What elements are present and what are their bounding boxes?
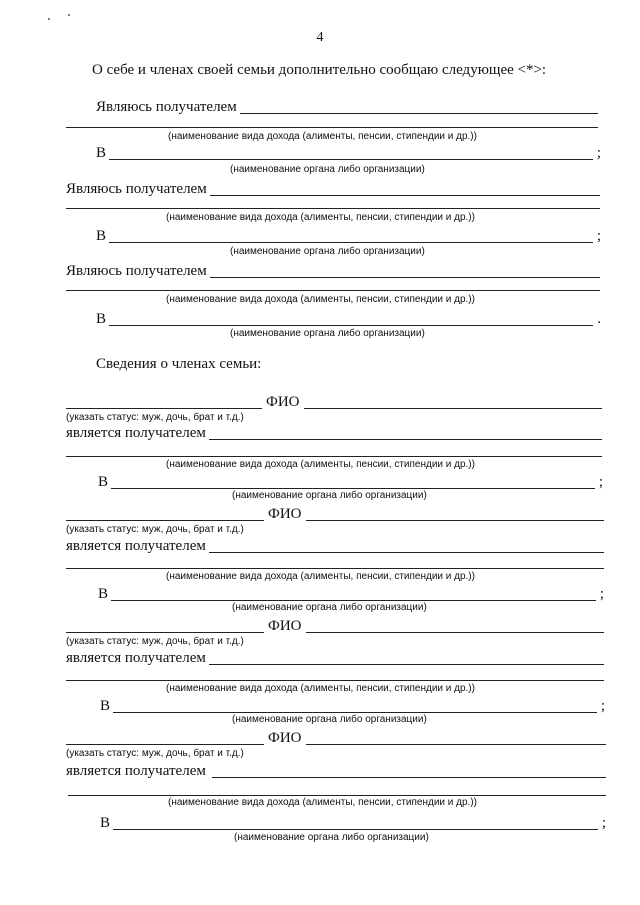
income-input-line[interactable] [68, 795, 606, 796]
family-fio-row [66, 505, 604, 523]
family-fio-row [66, 617, 604, 635]
page-number: 4 [316, 30, 324, 45]
self-recipient-row [96, 98, 598, 116]
fio-input-line[interactable] [306, 729, 606, 745]
income-input-line[interactable] [66, 208, 600, 209]
income-input-line[interactable] [66, 290, 600, 291]
family-organization-row [100, 697, 605, 715]
income-input-line[interactable] [66, 127, 598, 128]
organization-caption: (наименование органа либо организации) [230, 328, 425, 339]
recipient-input-line[interactable] [210, 262, 600, 278]
recipient-label: является получателем [66, 538, 206, 554]
in-label: В [98, 474, 109, 490]
fio-input-line[interactable] [304, 393, 602, 409]
organization-caption: (наименование органа либо организации) [232, 490, 427, 501]
family-recipient-row [66, 424, 602, 442]
line-terminator: ; [599, 586, 604, 602]
recipient-label: является получателем [66, 763, 206, 779]
income-caption: (наименование вида дохода (алименты, пенсии, стипендии и др.)) [168, 797, 477, 808]
income-input-line[interactable] [66, 568, 604, 569]
fio-label: ФИО [268, 506, 302, 522]
family-recipient-row [66, 649, 604, 667]
fio-label: ФИО [266, 394, 300, 410]
family-fio-row [66, 393, 602, 411]
in-label: В [96, 228, 107, 244]
organization-input-line[interactable] [109, 310, 593, 326]
in-label: В [100, 815, 111, 831]
recipient-input-line[interactable] [212, 762, 606, 778]
income-caption: (наименование вида дохода (алименты, пенсии, стипендии и др.)) [166, 212, 475, 223]
self-organization-row [96, 227, 601, 245]
organization-input-line[interactable] [111, 585, 596, 601]
recipient-label: Являюсь получателем [96, 99, 237, 115]
family-fio-row [66, 729, 606, 747]
income-caption: (наименование вида дохода (алименты, пенсии, стипендии и др.)) [166, 459, 475, 470]
status-caption: (указать статус: муж, дочь, брат и т.д.) [66, 748, 244, 759]
fio-label: ФИО [268, 618, 302, 634]
fio-input-line[interactable] [306, 617, 604, 633]
in-label: В [96, 311, 107, 327]
in-label: В [100, 698, 111, 714]
status-input-line[interactable] [66, 729, 264, 745]
income-caption: (наименование вида дохода (алименты, пенсии, стипендии и др.)) [166, 571, 475, 582]
recipient-input-line[interactable] [240, 98, 598, 114]
family-organization-row [100, 814, 606, 832]
income-input-line[interactable] [66, 680, 604, 681]
income-caption: (наименование вида дохода (алименты, пенсии, стипендии и др.)) [166, 294, 475, 305]
recipient-input-line[interactable] [209, 649, 604, 665]
organization-caption: (наименование органа либо организации) [230, 164, 425, 175]
status-input-line[interactable] [66, 393, 262, 409]
recipient-label: является получателем [66, 425, 206, 441]
scan-speck [48, 18, 50, 20]
recipient-label: Являюсь получателем [66, 263, 207, 279]
organization-caption: (наименование органа либо организации) [234, 832, 429, 843]
organization-input-line[interactable] [109, 227, 593, 243]
self-recipient-row [66, 180, 600, 198]
line-terminator: ; [601, 815, 606, 831]
recipient-input-line[interactable] [210, 180, 600, 196]
in-label: В [98, 586, 109, 602]
family-organization-row [98, 585, 604, 603]
status-caption: (указать статус: муж, дочь, брат и т.д.) [66, 412, 244, 423]
organization-caption: (наименование органа либо организации) [232, 714, 427, 725]
status-input-line[interactable] [66, 617, 264, 633]
scan-speck [68, 14, 70, 16]
line-terminator: ; [600, 698, 605, 714]
self-recipient-row [66, 262, 600, 280]
line-terminator: ; [598, 474, 603, 490]
income-input-line[interactable] [66, 456, 602, 457]
fio-input-line[interactable] [306, 505, 604, 521]
in-label: В [96, 145, 107, 161]
self-organization-row [96, 310, 601, 328]
family-organization-row [98, 473, 603, 491]
fio-label: ФИО [268, 730, 302, 746]
income-caption: (наименование вида дохода (алименты, пенсии, стипендии и др.)) [168, 131, 477, 142]
recipient-label: Являюсь получателем [66, 181, 207, 197]
line-terminator: ; [596, 228, 601, 244]
form-heading: О себе и членах своей семьи дополнительно сообщаю следующее <*>: [92, 62, 547, 78]
organization-input-line[interactable] [113, 814, 598, 830]
recipient-input-line[interactable] [209, 537, 604, 553]
recipient-label: является получателем [66, 650, 206, 666]
family-section-title: Сведения о членах семьи: [96, 356, 262, 372]
organization-input-line[interactable] [109, 144, 593, 160]
recipient-input-line[interactable] [209, 424, 602, 440]
organization-caption: (наименование органа либо организации) [230, 246, 425, 257]
status-input-line[interactable] [66, 505, 264, 521]
line-terminator: . [597, 311, 601, 327]
family-recipient-row [66, 762, 606, 780]
organization-input-line[interactable] [113, 697, 597, 713]
organization-caption: (наименование органа либо организации) [232, 602, 427, 613]
self-organization-row [96, 144, 601, 162]
organization-input-line[interactable] [111, 473, 595, 489]
status-caption: (указать статус: муж, дочь, брат и т.д.) [66, 636, 244, 647]
status-caption: (указать статус: муж, дочь, брат и т.д.) [66, 524, 244, 535]
line-terminator: ; [596, 145, 601, 161]
family-recipient-row [66, 537, 604, 555]
income-caption: (наименование вида дохода (алименты, пенсии, стипендии и др.)) [166, 683, 475, 694]
